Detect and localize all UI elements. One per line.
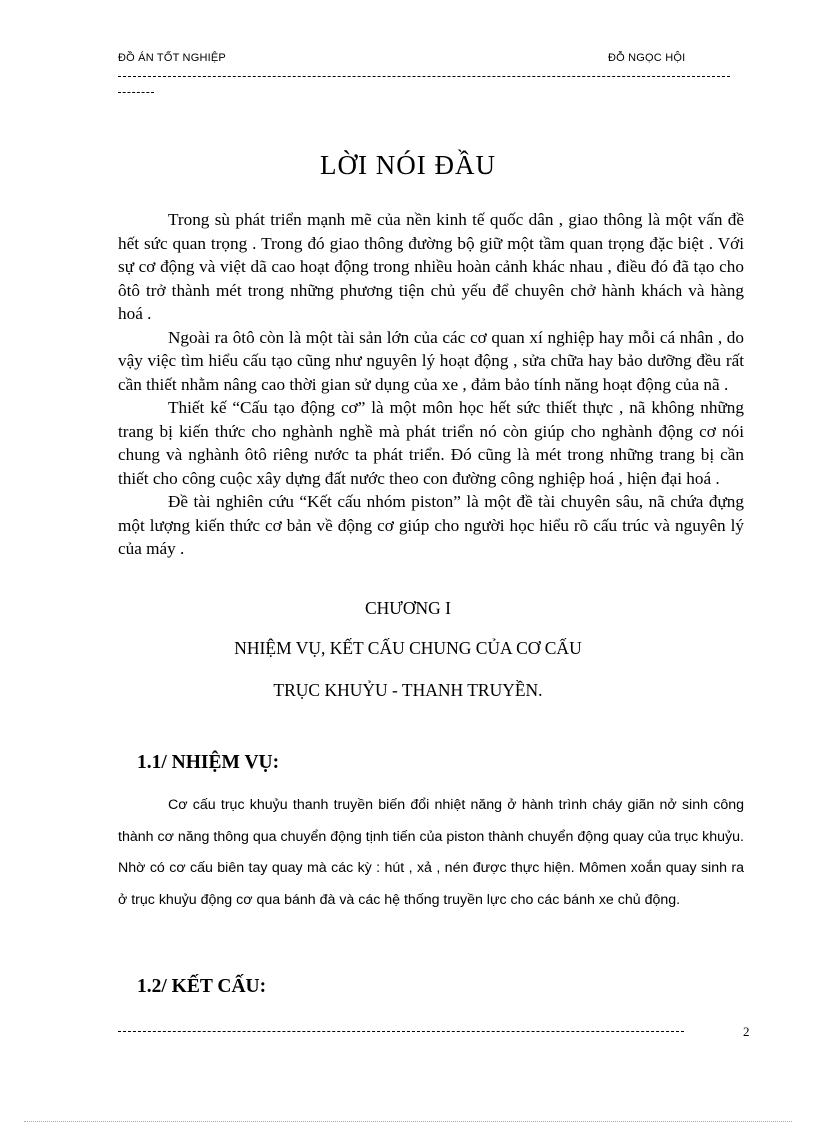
header-left: ĐỒ ÁN TỐT NGHIỆP [118, 52, 226, 64]
intro-paragraph: Ngoài ra ôtô còn là một tài sản lớn của các cơ quan xí nghiệp hay mỗi cá nhân , do vậy việc tìm hiểu cấu tạo cũng như nguyên lý hoạt động , sửa chữa hay bảo dưỡng đều rất cần thiết nhằm nâng cao thời gian sử dụng của xe , đảm bảo tính năng hoạt động của nã . [118, 327, 744, 394]
page-number: 2 [743, 1024, 750, 1039]
footer-divider [118, 1031, 684, 1032]
page-edge-divider [24, 1121, 792, 1122]
chapter-title-line1: NHIỆM VỤ, KẾT CẤU CHUNG CỦA CƠ CẤU [234, 638, 582, 658]
intro-body [118, 208, 744, 561]
intro-paragraph: Thiết kế “Cấu tạo động cơ” là một môn học hết sức thiết thực , nã không những trang bị kiến thức cho nghành nghề mà phát triển nó còn giúp cho nghành động cơ nói chung và nghành ôtô riêng nước ta phát triển. Đó cũng là mét trong những trang bị cần thiết cho công cuộc xây dựng đất nước theo con đường công nghiệp hoá , hiện đại hoá . [118, 398, 744, 488]
section-body [118, 790, 744, 916]
header-right: ĐỖ NGỌC HỘI [608, 52, 686, 64]
intro-paragraph: Đề tài nghiên cứu “Kết cấu nhóm piston” là một đề tài chuyên sâu, nã chứa đựng một lượng kiến thức cơ bản về động cơ giúp cho người học hiểu rõ cấu trúc và nguyên lý của máy . [118, 492, 744, 558]
section-heading: 1.1/ NHIỆM VỤ: [137, 752, 280, 773]
header-divider [118, 76, 730, 77]
section-heading: 1.2/ KẾT CẤU: [137, 976, 267, 997]
intro-paragraph: Trong sù phát triển mạnh mẽ của nền kinh tế quốc dân , giao thông là một vấn đề hết sức quan trọng . Trong đó giao thông đường bộ giữ một tầm quan trọng đặc biệt . Với sự cơ động và việt dã cao hoạt động trong nhiều hoàn cảnh khác nhau , điều đó đã tạo cho ôtô trở thành mét trong những phương tiện chủ yếu để chuyên chở hành khách và hàng hoá . [118, 210, 744, 323]
section-paragraph: Cơ cấu trục khuỷu thanh truyền biến đổi nhiệt năng ở hành trình cháy giãn nở sinh công thành cơ năng thông qua chuyển động tịnh tiến của piston thành chuyển động quay của trục khuỷu. Nhờ có cơ cấu biên tay quay mà các kỳ : hút , xả , nén được thực hiện. Mômen xoắn quay sinh ra ở trục khuỷu động cơ qua bánh đà và các hệ thống truyền lực cho các bánh xe chủ động. [118, 797, 744, 908]
header-divider-continuation [118, 92, 154, 93]
page-title: LỜI NÓI ĐẦU [320, 150, 496, 180]
chapter-number: CHƯƠNG I [364, 598, 451, 618]
chapter-title-line2: TRỤC KHUỶU - THANH TRUYỀN. [273, 680, 543, 700]
